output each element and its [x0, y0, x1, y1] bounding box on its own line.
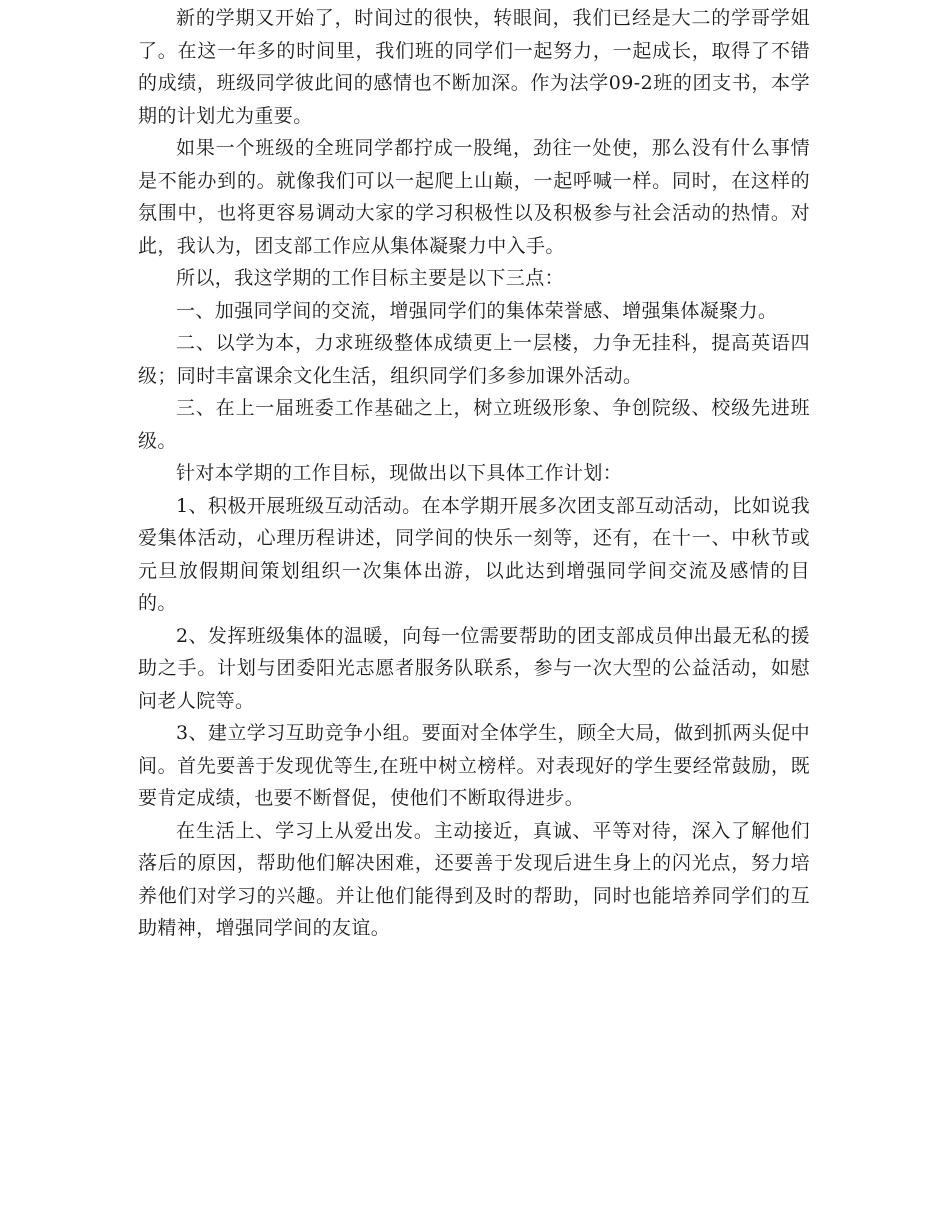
paragraph-plan-1: 1、积极开展班级互动活动。在本学期开展多次团支部互动活动，比如说我爱集体活动，心理历程讲述，同学间的快乐一刻等，还有，在十一、中秋节或元旦放假期间策划组织一次集体出游，以此达到增强同学间交流及感情的目的。 — [138, 494, 810, 614]
paragraph-goal-1: 一、加强同学间的交流，增强同学们的集体荣誉感、增强集体凝聚力。 — [176, 299, 778, 322]
paragraph-cohesion: 如果一个班级的全班同学都拧成一股绳，劲往一处使，那么没有什么事情是不能办到的。就像我们可以一起爬上山巅，一起呼喊一样。同时，在这样的氛围中，也将更容易调动大家的学习积极性以及积极参与社会活动的热情。对此，我认为，团支部工作应从集体凝聚力中入手。 — [138, 137, 810, 257]
paragraph-plan-intro: 针对本学期的工作目标，现做出以下具体工作计划： — [176, 462, 623, 484]
paragraph-goals-intro: 所以，我这学期的工作目标主要是以下三点： — [176, 267, 565, 289]
paragraph-intro: 新的学期又开始了，时间过的很快，转眼间，我们已经是大二的学哥学姐了。在这一年多的时间里，我们班的同学们一起努力，一起成长，取得了不错的成绩，班级同学彼此间的感情也不断加深。作为法学09-2班的团支书，本学期的计划尤为重要。 — [138, 7, 810, 127]
paragraph-plan-2: 2、发挥班级集体的温暖，向每一位需要帮助的团支部成员伸出最无私的援助之手。计划与团委阳光志愿者服务队联系，参与一次大型的公益活动，如慰问老人院等。 — [138, 624, 810, 712]
document-body — [138, 2, 810, 945]
paragraph-goal-2: 二、以学为本，力求班级整体成绩更上一层楼，力争无挂科，提高英语四级；同时丰富课余文化生活，组织同学们多参加课外活动。 — [138, 332, 810, 387]
paragraph-care: 在生活上、学习上从爱出发。主动接近，真诚、平等对待，深入了解他们落后的原因，帮助他们解决困难，还要善于发现后进生身上的闪光点，努力培养他们对学习的兴趣。并让他们能得到及时的帮助，同时也能培养同学们的互助精神，增强同学间的友谊。 — [138, 819, 810, 939]
paragraph-goal-3: 三、在上一届班委工作基础之上，树立班级形象、争创院级、校级先进班级。 — [138, 397, 810, 452]
paragraph-plan-3: 3、建立学习互助竞争小组。要面对全体学生，顾全大局，做到抓两头促中间。首先要善于发现优等生,在班中树立榜样。对表现好的学生要经常鼓励，既要肯定成绩，也要不断督促，使他们不断取得进步。 — [138, 722, 810, 809]
